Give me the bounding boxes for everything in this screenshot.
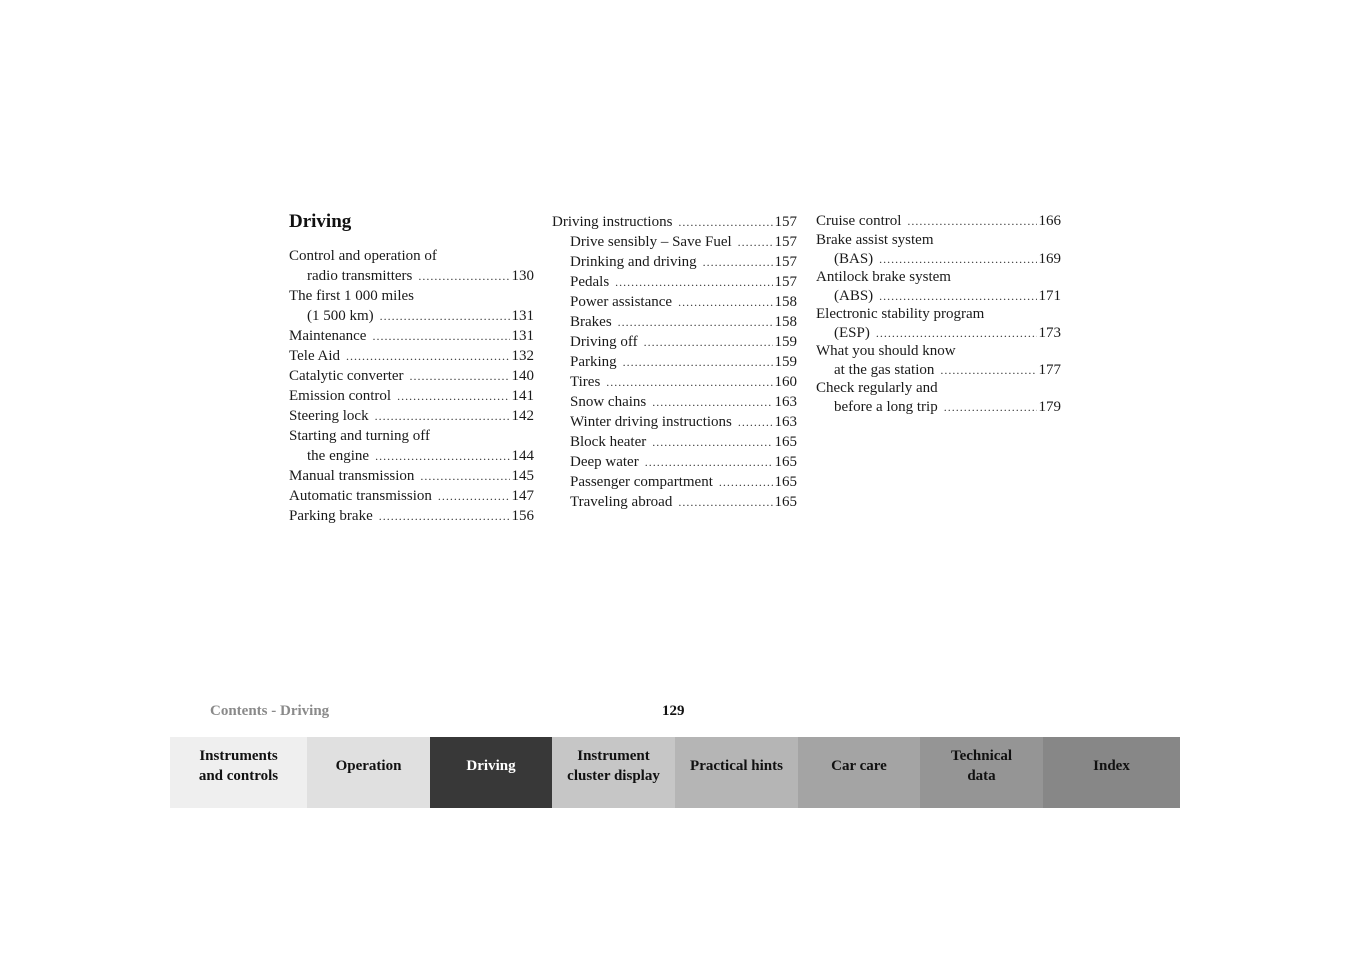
toc-entry-label: Power assistance (570, 294, 673, 310)
toc-entry-label: Snow chains (570, 394, 647, 410)
toc-entry-label: Tires (570, 374, 601, 390)
nav-tab-label: Technical data (950, 747, 1013, 784)
dot-leader (652, 392, 772, 412)
toc-entry-line[interactable] (816, 361, 1061, 379)
toc-page-number: 132 (511, 348, 534, 364)
toc-entry-line[interactable] (289, 266, 534, 286)
toc-entry[interactable] (552, 212, 797, 232)
toc-entry-label: Maintenance (289, 328, 367, 344)
toc-entry-line[interactable] (289, 366, 534, 386)
toc-page-number: 160 (774, 374, 797, 390)
toc-entry-label: Electronic stability program (816, 306, 985, 322)
nav-tab-label: Practical hints (690, 757, 783, 774)
toc-entry-label: radio transmitters (307, 268, 413, 284)
toc-entry[interactable] (289, 326, 534, 346)
dot-leader (738, 412, 773, 432)
toc-page-number: 159 (774, 334, 797, 350)
toc-entry-line (816, 268, 1061, 287)
toc-entry-line (289, 246, 534, 266)
nav-tab-label: Instruments and controls (198, 747, 279, 784)
toc-page-number: 165 (774, 454, 797, 470)
toc-page-number: 159 (774, 354, 797, 370)
toc-entry-label: Traveling abroad (570, 494, 673, 510)
toc-page-number: 144 (511, 448, 534, 464)
toc-entry-label: Driving instructions (552, 214, 673, 230)
dot-leader (719, 472, 773, 492)
toc-entry[interactable] (289, 406, 534, 426)
dot-leader (645, 452, 773, 472)
nav-tab-car-care[interactable] (798, 737, 920, 808)
toc-page-number: 142 (511, 408, 534, 424)
dot-leader (678, 492, 772, 512)
toc-entry[interactable] (552, 452, 797, 472)
toc-page-number: 157 (774, 214, 797, 230)
toc-column-3 (816, 212, 1061, 416)
toc-entry-line[interactable] (552, 232, 797, 252)
nav-tab-label: Driving (466, 757, 516, 774)
dot-leader (944, 398, 1037, 416)
toc-entry-label: at the gas station (834, 362, 935, 378)
toc-page-number: 147 (511, 488, 534, 504)
toc-entry-label: Parking brake (289, 508, 373, 524)
toc-entry-line[interactable] (289, 486, 534, 506)
toc-entry-line[interactable] (816, 324, 1061, 342)
toc-page-number: 163 (774, 414, 797, 430)
toc-entry[interactable] (552, 252, 797, 272)
toc-entry-line[interactable] (816, 212, 1061, 231)
toc-entry[interactable] (552, 272, 797, 292)
toc-entry-label: Manual transmission (289, 468, 415, 484)
dot-leader (420, 466, 509, 486)
toc-page-number: 131 (511, 328, 534, 344)
toc-entry-line (816, 342, 1061, 361)
toc-entry-label: Brakes (570, 314, 612, 330)
toc-entry[interactable] (289, 486, 534, 506)
toc-entry[interactable] (289, 286, 534, 326)
toc-entry-label: (ABS) (834, 288, 874, 304)
nav-tab-instrument-cluster-display[interactable] (552, 737, 675, 808)
nav-tab-operation[interactable] (307, 737, 430, 808)
toc-entry-line[interactable] (289, 346, 534, 366)
dot-leader (346, 346, 509, 366)
toc-entry[interactable] (816, 342, 1061, 379)
dot-leader (397, 386, 509, 406)
toc-entry-line[interactable] (289, 306, 534, 326)
toc-entry-label: Drive sensibly – Save Fuel (570, 234, 732, 250)
toc-entry-label: Emission control (289, 388, 392, 404)
toc-entry-label: the engine (307, 448, 370, 464)
toc-entry-line (289, 286, 534, 306)
nav-tab-technical-data[interactable] (920, 737, 1043, 808)
toc-entry-label: What you should know (816, 343, 956, 359)
toc-entry-line[interactable] (816, 398, 1061, 416)
dot-leader (678, 292, 772, 312)
toc-entry-label: Driving off (570, 334, 638, 350)
toc-page-number: 165 (774, 494, 797, 510)
toc-page-number: 140 (511, 368, 534, 384)
toc-column-2 (552, 212, 797, 512)
toc-entry[interactable] (289, 386, 534, 406)
toc-entry-line[interactable] (289, 466, 534, 486)
toc-entry-label: Check regularly and (816, 380, 938, 396)
toc-entry-line[interactable] (289, 506, 534, 526)
toc-entry-label: The first 1 000 miles (289, 288, 414, 304)
toc-entry-label: Parking (570, 354, 617, 370)
toc-entry-label: before a long trip (834, 399, 938, 415)
dot-leader (379, 506, 510, 526)
toc-entry-label: Automatic transmission (289, 488, 432, 504)
toc-entry[interactable] (289, 426, 534, 466)
toc-entry-line[interactable] (552, 472, 797, 492)
dot-leader (418, 266, 509, 286)
toc-entry[interactable] (816, 268, 1061, 305)
toc-page-number: 156 (511, 508, 534, 524)
toc-entry-label: Antilock brake system (816, 269, 951, 285)
toc-entry-line[interactable] (552, 212, 797, 232)
toc-entry[interactable] (289, 246, 534, 286)
toc-entry[interactable] (552, 472, 797, 492)
toc-entry-label: Catalytic converter (289, 368, 404, 384)
nav-tab-label: Instrument cluster display (567, 747, 660, 784)
toc-entry-line[interactable] (289, 406, 534, 426)
toc-entry[interactable] (289, 366, 534, 386)
toc-entry-line[interactable] (552, 432, 797, 452)
dot-leader (879, 250, 1036, 268)
toc-entry-line[interactable] (552, 292, 797, 312)
dot-leader (380, 306, 510, 326)
toc-entry[interactable] (816, 305, 1061, 342)
toc-entry-line[interactable] (552, 412, 797, 432)
dot-leader (678, 212, 772, 232)
toc-page-number: 179 (1038, 399, 1061, 415)
footer-section-label: Contents - Driving (210, 703, 330, 719)
toc-page-number: 166 (1038, 213, 1061, 229)
toc-page-number: 158 (774, 314, 797, 330)
dot-leader (879, 287, 1036, 305)
toc-entry-line (816, 231, 1061, 250)
toc-entry-label: (BAS) (834, 251, 874, 267)
nav-tab-label: Car care (831, 757, 887, 774)
dot-leader (618, 312, 773, 332)
dot-leader (372, 326, 509, 346)
toc-entry-label: Control and operation of (289, 248, 437, 264)
toc-entry-label: Winter driving instructions (570, 414, 732, 430)
dot-leader (615, 272, 772, 292)
toc-entry[interactable] (552, 432, 797, 452)
toc-entry-line[interactable] (552, 272, 797, 292)
toc-entry-label: (1 500 km) (307, 308, 374, 324)
dot-leader (375, 406, 510, 426)
toc-entry-label: Cruise control (816, 213, 902, 229)
nav-tab-index[interactable] (1043, 737, 1180, 808)
toc-entry-line[interactable] (552, 332, 797, 352)
nav-tab-label: Operation (335, 757, 402, 774)
toc-page-number: 165 (774, 434, 797, 450)
toc-column-1 (289, 246, 534, 526)
dot-leader (703, 252, 773, 272)
chapter-nav-bar (170, 737, 1180, 808)
dot-leader (375, 446, 509, 466)
toc-entry-line[interactable] (552, 352, 797, 372)
dot-leader (606, 372, 772, 392)
toc-page-number: 145 (511, 468, 534, 484)
toc-entry[interactable] (552, 352, 797, 372)
toc-entry-label: Brake assist system (816, 232, 934, 248)
toc-entry-label: Deep water (570, 454, 639, 470)
toc-entry[interactable] (289, 506, 534, 526)
toc-page-number: 171 (1038, 288, 1061, 304)
toc-page-number: 177 (1038, 362, 1061, 378)
toc-entry[interactable] (816, 231, 1061, 268)
toc-entry-line[interactable] (552, 372, 797, 392)
toc-entry[interactable] (289, 466, 534, 486)
toc-entry[interactable] (816, 212, 1061, 231)
toc-entry-line[interactable] (816, 250, 1061, 268)
dot-leader (410, 366, 510, 386)
dot-leader (623, 352, 773, 372)
toc-entry-line[interactable] (289, 446, 534, 466)
toc-entry-label: Pedals (570, 274, 610, 290)
section-title: Driving (289, 211, 352, 232)
nav-tab-instruments-and-controls[interactable] (170, 737, 307, 808)
toc-entry-label: Block heater (570, 434, 647, 450)
nav-tab-driving[interactable] (430, 737, 552, 808)
toc-entry-line[interactable] (816, 287, 1061, 305)
toc-page-number: 158 (774, 294, 797, 310)
toc-entry-line[interactable] (289, 386, 534, 406)
toc-entry-line (289, 426, 534, 446)
toc-entry-line[interactable] (552, 312, 797, 332)
toc-entry[interactable] (816, 379, 1061, 416)
toc-page-number: 131 (511, 308, 534, 324)
toc-page-number: 130 (511, 268, 534, 284)
dot-leader (940, 361, 1036, 379)
toc-entry-line[interactable] (552, 392, 797, 412)
toc-entry-label: Starting and turning off (289, 428, 430, 444)
dot-leader (907, 212, 1036, 231)
dot-leader (438, 486, 510, 506)
toc-entry-label: Drinking and driving (570, 254, 697, 270)
toc-page-number: 157 (774, 254, 797, 270)
toc-entry[interactable] (552, 292, 797, 312)
toc-entry-line (816, 305, 1061, 324)
toc-entry-line[interactable] (289, 326, 534, 346)
toc-entry-label: Steering lock (289, 408, 369, 424)
toc-page-number: 163 (774, 394, 797, 410)
nav-tab-practical-hints[interactable] (675, 737, 798, 808)
toc-page-number: 157 (774, 234, 797, 250)
toc-entry-line[interactable] (552, 492, 797, 512)
page-number: 129 (662, 703, 685, 719)
toc-entry[interactable] (552, 312, 797, 332)
toc-entry[interactable] (552, 332, 797, 352)
toc-entry-line[interactable] (552, 452, 797, 472)
toc-page-number: 157 (774, 274, 797, 290)
toc-entry[interactable] (289, 346, 534, 366)
toc-entry-line (816, 379, 1061, 398)
toc-page-number: 141 (511, 388, 534, 404)
toc-entry[interactable] (552, 492, 797, 512)
toc-entry-label: Passenger compartment (570, 474, 713, 490)
nav-tab-label: Index (1093, 757, 1130, 774)
toc-page-number: 173 (1038, 325, 1061, 341)
toc-entry-line[interactable] (552, 252, 797, 272)
toc-entry[interactable] (552, 232, 797, 252)
toc-entry[interactable] (552, 392, 797, 412)
toc-page-number: 165 (774, 474, 797, 490)
toc-page-number: 169 (1038, 251, 1061, 267)
toc-entry[interactable] (552, 372, 797, 392)
dot-leader (876, 324, 1037, 342)
toc-entry-label: (ESP) (834, 325, 870, 341)
toc-entry[interactable] (552, 412, 797, 432)
dot-leader (644, 332, 773, 352)
toc-entry-label: Tele Aid (289, 348, 341, 364)
dot-leader (652, 432, 772, 452)
dot-leader (738, 232, 773, 252)
